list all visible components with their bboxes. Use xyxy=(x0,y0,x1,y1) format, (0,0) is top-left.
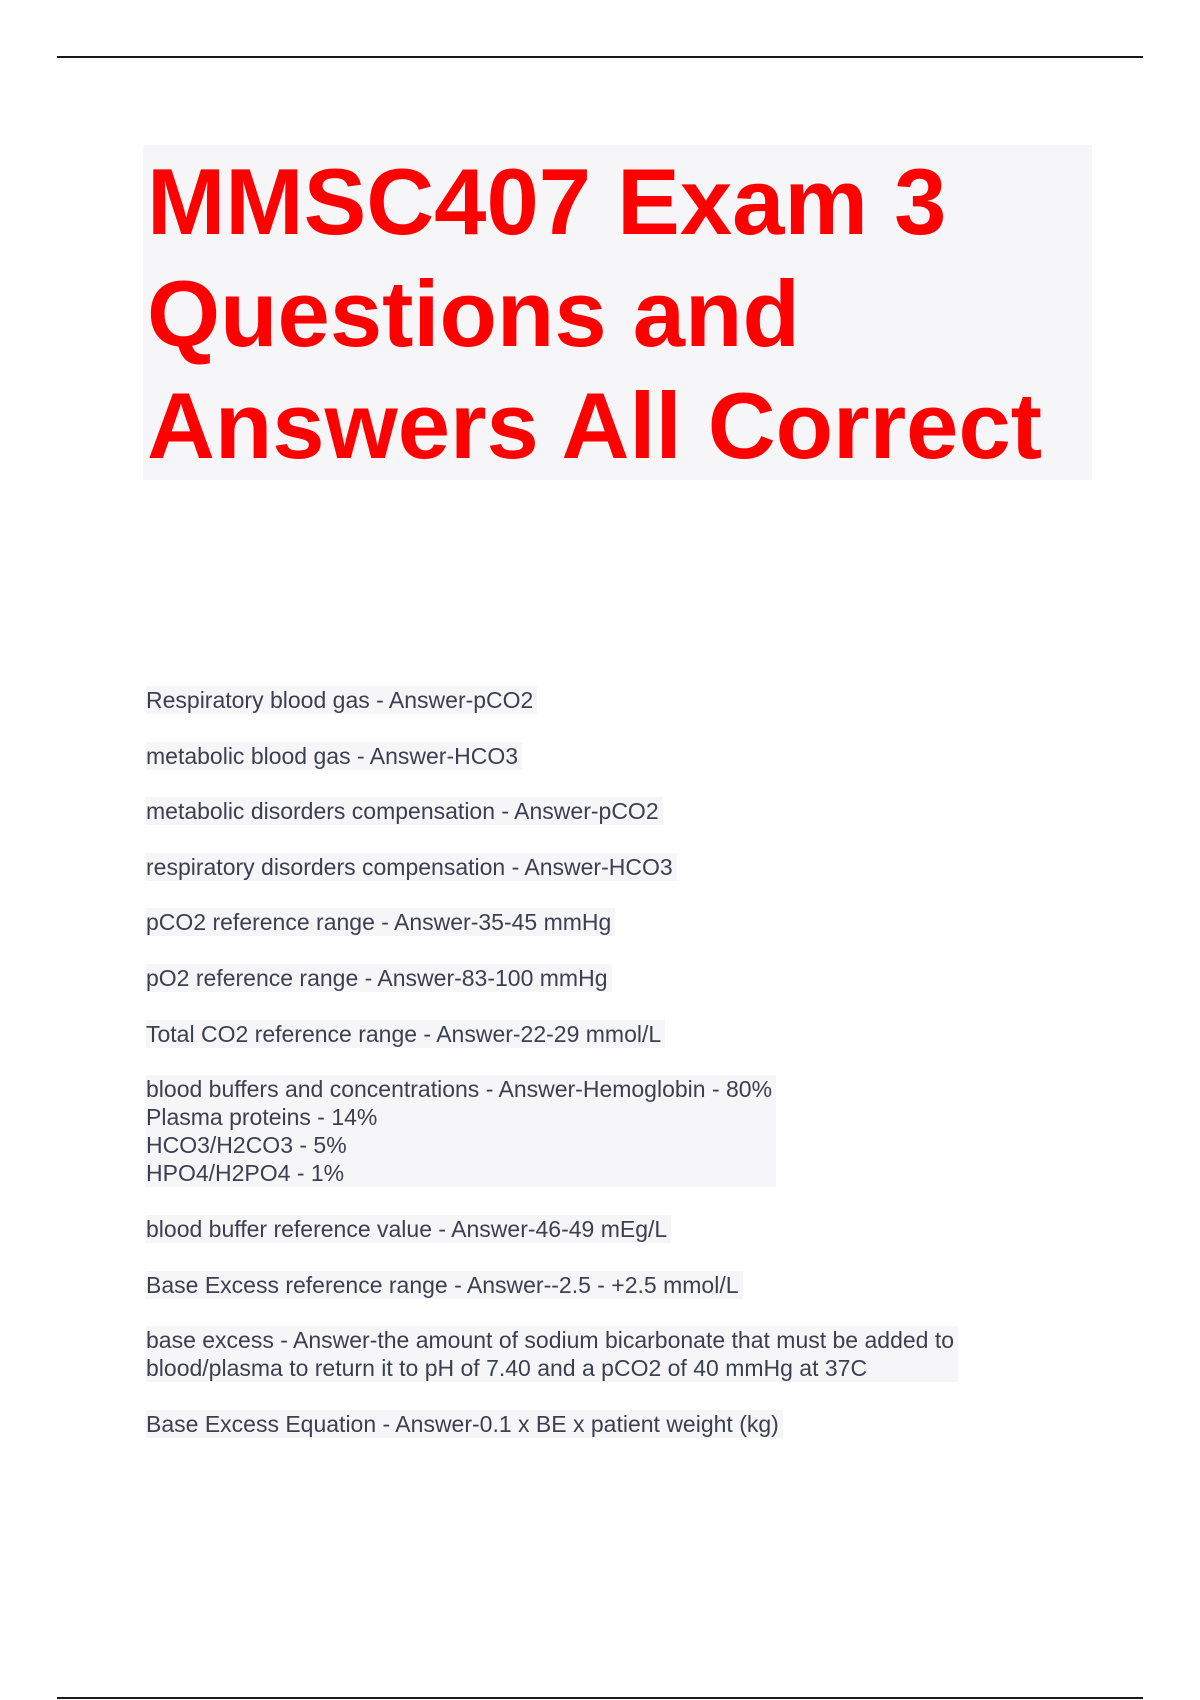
qa-text: base excess - Answer-the amount of sodium bicarbonate that must be added to xyxy=(146,1326,958,1354)
qa-text: HCO3/H2CO3 - 5% xyxy=(146,1131,776,1159)
qa-text: blood/plasma to return it to pH of 7.40 and a pCO2 of 40 mmHg at 37C xyxy=(146,1354,958,1382)
qa-item xyxy=(146,1326,958,1382)
qa-item xyxy=(146,1215,671,1243)
qa-item xyxy=(146,1075,776,1187)
qa-text: Plasma proteins - 14% xyxy=(146,1103,776,1131)
qa-text: metabolic blood gas - Answer-HCO3 xyxy=(146,742,522,770)
qa-item xyxy=(146,1410,783,1438)
qa-item xyxy=(146,742,522,770)
qa-item xyxy=(146,1271,743,1299)
title-line-2: Questions and xyxy=(147,261,800,366)
qa-text: blood buffers and concentrations - Answer-Hemoglobin - 80% xyxy=(146,1075,776,1103)
qa-item xyxy=(146,686,537,714)
qa-text: blood buffer reference value - Answer-46-49 mEg/L xyxy=(146,1215,671,1243)
footer-rule xyxy=(57,1697,1143,1699)
header-rule xyxy=(57,56,1143,58)
qa-text: Total CO2 reference range - Answer-22-29 mmol/L xyxy=(146,1020,665,1048)
qa-item xyxy=(146,1020,665,1048)
title-line-3: Answers All Correct xyxy=(147,373,1043,478)
qa-item xyxy=(146,964,612,992)
qa-item xyxy=(146,853,677,881)
qa-text: Base Excess Equation - Answer-0.1 x BE x patient weight (kg) xyxy=(146,1410,783,1438)
qa-text: metabolic disorders compensation - Answer-pCO2 xyxy=(146,797,663,825)
qa-item xyxy=(146,797,663,825)
qa-item xyxy=(146,908,615,936)
title-line-1: MMSC407 Exam 3 xyxy=(147,149,947,254)
qa-text: respiratory disorders compensation - Answer-HCO3 xyxy=(146,853,677,881)
qa-text: Base Excess reference range - Answer--2.5 - +2.5 mmol/L xyxy=(146,1271,743,1299)
qa-text: HPO4/H2PO4 - 1% xyxy=(146,1159,776,1187)
qa-text: Respiratory blood gas - Answer-pCO2 xyxy=(146,686,537,714)
qa-text: pCO2 reference range - Answer-35-45 mmHg xyxy=(146,908,615,936)
qa-text: pO2 reference range - Answer-83-100 mmHg xyxy=(146,964,612,992)
document-title xyxy=(143,145,1092,480)
